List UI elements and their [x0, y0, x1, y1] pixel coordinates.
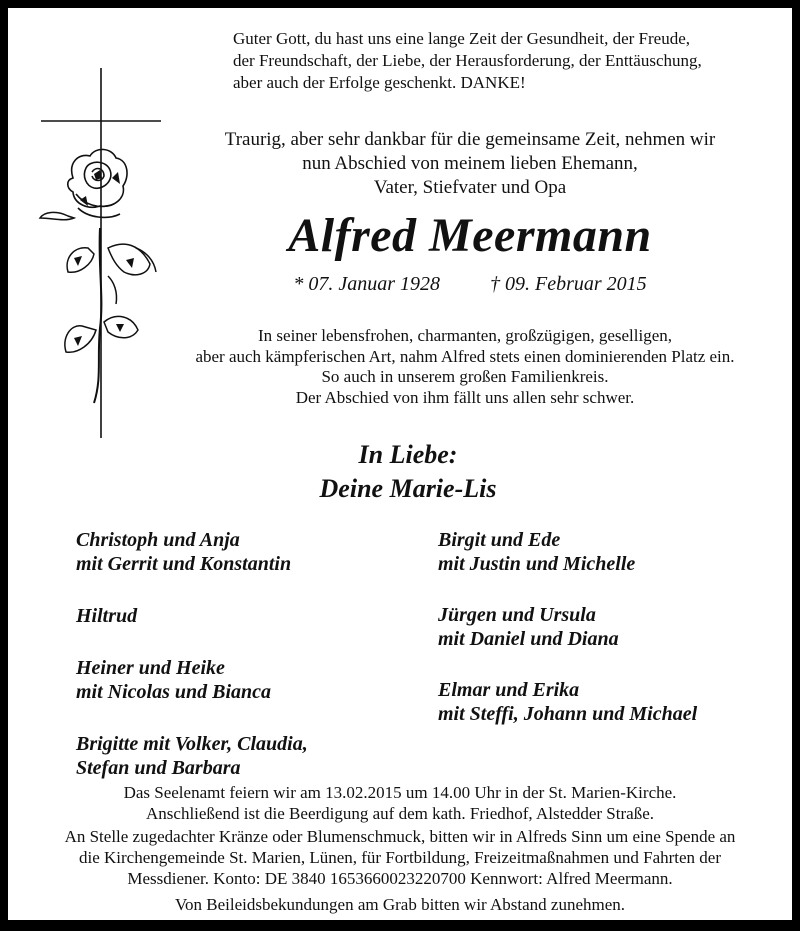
life-dates [148, 271, 792, 297]
condolence-note: Von Beileidsbekundungen am Grab bitten wir Abstand zunehmen. [174, 895, 626, 914]
family-group [76, 604, 436, 628]
signoff [208, 438, 608, 506]
donation-line: Messdiener. Konto: DE 3840 1653660023220700 Kennwort: Alfred Meermann. [127, 869, 673, 888]
donation-request [8, 826, 792, 889]
intro-line: nun Abschied von meinem lieben Ehemann, [302, 153, 638, 174]
intro-line: Vater, Stiefvater und Opa [373, 177, 567, 198]
tribute-line: So auch in unserem großen Familienkreis. [321, 367, 609, 386]
family-line: Jürgen und Ursula [438, 604, 596, 626]
service-line: Das Seelenamt feiern wir am 13.02.2015 um 14.00 Uhr in der St. Marien-Kirche. [123, 783, 677, 802]
service-line: Anschließend ist die Beerdigung auf dem kath. Friedhof, Alstedder Straße. [146, 804, 654, 823]
family-line: mit Nicolas und Bianca [76, 681, 272, 703]
family-line: mit Daniel und Diana [438, 628, 619, 650]
obituary-notice [8, 8, 792, 920]
death-date: 09. Februar 2015 [505, 273, 647, 295]
birth-date: 07. Januar 1928 [308, 273, 440, 295]
family-group [438, 528, 798, 576]
family-line: Christoph und Anja [76, 529, 240, 551]
verse-line: aber auch der Erfolge geschenkt. DANKE! [233, 73, 526, 92]
family-list-left [76, 528, 436, 808]
funeral-service-info [8, 782, 792, 824]
family-line: Brigitte mit Volker, Claudia, [76, 733, 308, 755]
family-group [76, 732, 436, 780]
family-group [76, 656, 436, 704]
tribute-text [138, 326, 792, 408]
intro-text [148, 128, 792, 200]
tribute-line: aber auch kämpferischen Art, nahm Alfred stets einen dominierenden Platz ein. [195, 346, 735, 366]
intro-line: Traurig, aber sehr dankbar für die gemeinsame Zeit, nehmen wir [224, 129, 716, 150]
tribute-line: Der Abschied von ihm fällt uns allen sehr schwer. [295, 387, 635, 407]
signoff-line: In Liebe: [358, 440, 458, 469]
deceased-name: Alfred Meermann [288, 209, 652, 262]
donation-line: An Stelle zugedachter Kränze oder Blumenschmuck, bitten wir in Alfreds Sinn um eine Spende an [64, 827, 736, 846]
birth-symbol: * [293, 273, 304, 295]
family-line: Stefan und Barbara [76, 757, 241, 779]
family-line: Elmar und Erika [438, 679, 580, 701]
family-list-right [438, 528, 798, 753]
verse-line: der Freundschaft, der Liebe, der Herausforderung, der Enttäuschung, [233, 51, 702, 70]
family-line: Heiner und Heike [76, 657, 225, 679]
death-symbol: † [490, 273, 500, 295]
family-line: mit Gerrit und Konstantin [76, 553, 292, 575]
family-line: mit Steffi, Johann und Michael [438, 703, 698, 725]
family-line: Birgit und Ede [438, 529, 561, 551]
signoff-spouse: Deine Marie-Lis [319, 474, 497, 503]
verse-line: Guter Gott, du hast uns eine lange Zeit der Gesundheit, der Freude, [233, 29, 690, 48]
family-group [438, 603, 798, 651]
family-group [76, 528, 436, 576]
opening-verse [233, 28, 793, 94]
donation-line: die Kirchengemeinde St. Marien, Lünen, für Fortbildung, Freizeitmaßnahmen und Fahrten der [78, 848, 722, 867]
family-line: Hiltrud [76, 605, 138, 627]
tribute-line: In seiner lebensfrohen, charmanten, großzügigen, geselligen, [258, 326, 672, 345]
family-group [438, 678, 798, 726]
family-line: mit Justin und Michelle [438, 553, 636, 575]
